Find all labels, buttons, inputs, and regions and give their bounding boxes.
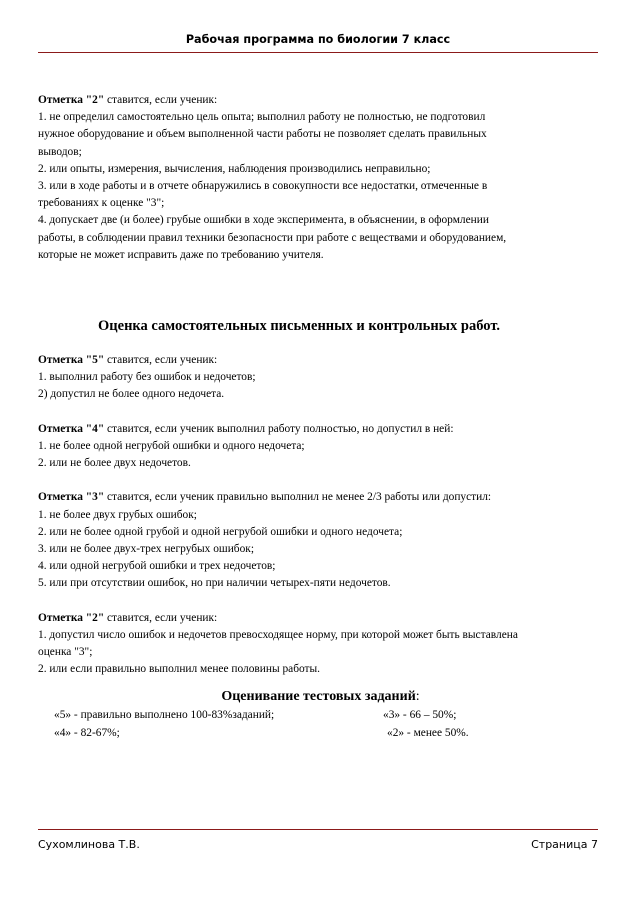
mark-intro-text: ставится, если ученик: xyxy=(104,611,218,624)
page-footer xyxy=(38,838,598,851)
text-line: нужное оборудование и объем выполненной части работы не позволяет сделать правильных xyxy=(38,128,487,141)
mark3-intro xyxy=(38,489,603,506)
grade-5-text: «5» - правильно выполнено 100-83%заданий; xyxy=(54,709,275,722)
text-line: 4. допускает две (и более) грубые ошибки в ходе эксперимента, в объяснении, в оформлении xyxy=(38,214,489,227)
text-line: оценка "3"; xyxy=(38,646,93,659)
text-line: 3. или в ходе работы и в отчете обнаружились в совокупности все недостатки, отмеченные в xyxy=(38,179,488,192)
mark2-lab-intro xyxy=(38,92,603,109)
text-line: которые не может исправить даже по требованию учителя. xyxy=(38,248,324,261)
mark2-intro xyxy=(38,610,603,627)
mark-label: Отметка "4" xyxy=(38,422,105,435)
mark-label: Отметка "5" xyxy=(38,353,105,366)
grade-3-text: «3» - 66 – 50%; xyxy=(383,709,457,722)
footer-page-number: Страница 7 xyxy=(531,838,598,851)
tests-section-heading xyxy=(38,687,603,707)
text-line: 1. допустил число ошибок и недочетов превосходящее норму, при которой может быть выставлена xyxy=(38,628,518,641)
text-line: 3. или не более двух-трех негрубых ошибок; xyxy=(38,542,254,555)
tests-section-title: Оценивание тестовых заданий xyxy=(221,689,416,705)
footer-rule xyxy=(38,829,598,830)
mark-intro-text: ставится, если ученик: xyxy=(104,353,218,366)
document-body xyxy=(38,92,603,742)
text-line: 2) допустил не более одного недочета. xyxy=(38,388,225,401)
mark4-intro xyxy=(38,421,603,438)
text-line: 1. не определил самостоятельно цель опыта; выполнил работу не полностью, не подготовил xyxy=(38,111,486,124)
text-line: требованиях к оценке "3"; xyxy=(38,197,165,210)
mark-intro-text: ставится, если ученик выполнил работу полностью, но допустил в ней: xyxy=(104,422,454,435)
tests-grades-row-1 xyxy=(38,707,603,724)
page-header-title: Рабочая программа по биологии 7 класс xyxy=(185,33,451,46)
tests-grades-row-2 xyxy=(38,725,603,742)
tests-section-colon: : xyxy=(415,689,420,705)
mark-label: Отметка "3" xyxy=(38,491,105,504)
text-line: работы, в соблюдении правил техники безопасности при работе с веществами и оборудованием, xyxy=(38,231,507,244)
grade-4-text: «4» - 82-67%; xyxy=(54,726,120,739)
footer-author: Сухомлинова Т.В. xyxy=(38,838,140,851)
text-line: 1. не более одной негрубой ошибки и одного недочета; xyxy=(38,439,305,452)
mark-label: Отметка "2" xyxy=(38,611,105,624)
text-line: 1. не более двух грубых ошибок; xyxy=(38,508,197,521)
text-line: 4. или одной негрубой ошибки и трех недочетов; xyxy=(38,560,276,573)
header-rule xyxy=(38,52,598,53)
grade-2-text: «2» - менее 50%. xyxy=(387,726,469,739)
mark5-intro xyxy=(38,352,603,369)
section-heading: Оценка самостоятельных письменных и контрольных работ. xyxy=(98,317,500,334)
text-line: выводов; xyxy=(38,145,82,158)
text-line: 1. выполнил работу без ошибок и недочетов; xyxy=(38,371,256,384)
mark-intro-text: ставится, если ученик: xyxy=(104,94,218,106)
text-line: 2. или опыты, измерения, вычисления, наблюдения производились неправильно; xyxy=(38,162,431,175)
mark-label: Отметка "2" xyxy=(38,94,105,106)
mark-intro-text: ставится, если ученик правильно выполнил не менее 2/3 работы или допустил: xyxy=(104,491,492,504)
text-line: 2. или не более двух недочетов. xyxy=(38,457,191,469)
text-line: 2. или не более одной грубой и одной негрубой ошибки и одного недочета; xyxy=(38,525,403,538)
text-line: 2. или если правильно выполнил менее половины работы. xyxy=(38,663,321,676)
text-line: 5. или при отсутствии ошибок, но при наличии четырех-пяти недочетов. xyxy=(38,577,391,590)
